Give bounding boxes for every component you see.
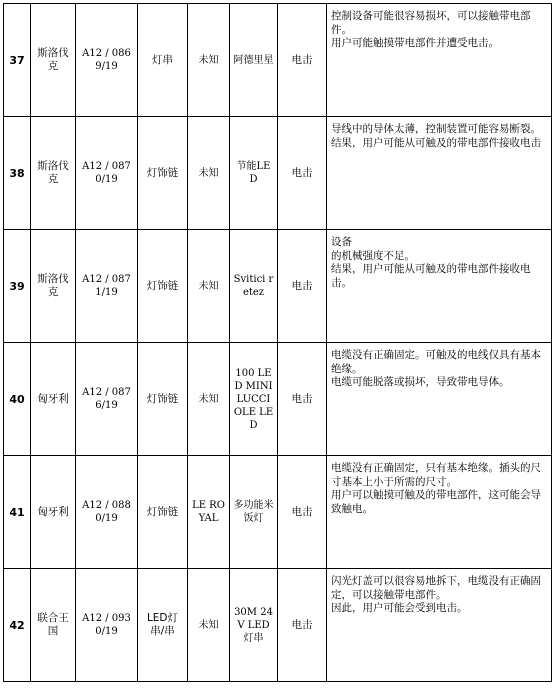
risk-description-cell (327, 343, 552, 456)
risk-type-cell: 电击 (278, 117, 327, 230)
brand-cell: 未知 (188, 569, 230, 682)
brand-cell: 未知 (188, 4, 230, 117)
product-cell: 多功能米饭灯 (230, 456, 278, 569)
row-number: 37 (4, 4, 31, 117)
product-cell: 阿德里星 (230, 4, 278, 117)
table-row (4, 230, 552, 343)
country-cell: 联合王国 (31, 569, 76, 682)
brand-cell: LE ROYAL (188, 456, 230, 569)
reference-cell: A12 / 0870/19 (76, 117, 138, 230)
reference-cell: A12 / 0869/19 (76, 4, 138, 117)
risk-type-cell: 电击 (278, 4, 327, 117)
description-line: 电缆可能脱落或损坏，导致带电导体。 (331, 376, 510, 388)
category-cell: 灯饰链 (138, 343, 188, 456)
country-cell: 匈牙利 (31, 343, 76, 456)
description-line: 用户可以触摸可触及的带电部件，这可能会导致触电。 (331, 489, 541, 515)
product-cell: 100 LED MINILUCCIOLE LED (230, 343, 278, 456)
description-line: 设备 (331, 236, 352, 248)
reference-cell: A12 / 0876/19 (76, 343, 138, 456)
description-line: 闪光灯盖可以很容易地拆下，电缆没有正确固定，可以接触带电部件。 (331, 575, 541, 601)
reference-cell: A12 / 0930/19 (76, 569, 138, 682)
risk-type-cell: 电击 (278, 569, 327, 682)
row-number: 42 (4, 569, 31, 682)
description-line: 控制设备可能很容易损坏，可以接触带电部件。 (331, 10, 531, 36)
notification-table (3, 3, 552, 682)
category-cell: LED灯串/串 (138, 569, 188, 682)
category-cell: 灯饰链 (138, 117, 188, 230)
product-cell: 节能LED (230, 117, 278, 230)
brand-cell: 未知 (188, 343, 230, 456)
table-row (4, 343, 552, 456)
row-number: 39 (4, 230, 31, 343)
risk-type-cell: 电击 (278, 456, 327, 569)
category-cell: 灯串 (138, 4, 188, 117)
country-cell: 匈牙利 (31, 456, 76, 569)
description-line: 导线中的导体太薄，控制装置可能容易断裂。结果，用户可能从可触及的带电部件接收电击 (331, 123, 541, 149)
category-cell: 灯饰链 (138, 230, 188, 343)
risk-type-cell: 电击 (278, 230, 327, 343)
description-line: 结果，用户可能从可触及的带电部件接收电击。 (331, 263, 531, 289)
row-number: 38 (4, 117, 31, 230)
country-cell: 斯洛伐克 (31, 230, 76, 343)
description-line: 用户可能触摸带电部件并遭受电击。 (331, 37, 499, 49)
risk-description-cell (327, 569, 552, 682)
category-cell: 灯饰链 (138, 456, 188, 569)
table-row (4, 569, 552, 682)
description-line: 电缆没有正确固定。可触及的电线仅具有基本绝缘。 (331, 349, 541, 375)
brand-cell: 未知 (188, 117, 230, 230)
table-row (4, 456, 552, 569)
reference-cell: A12 / 0880/19 (76, 456, 138, 569)
row-number: 40 (4, 343, 31, 456)
description-line: 的机械强度不足。 (331, 249, 415, 262)
risk-description-cell (327, 117, 552, 230)
product-cell: 30M 24V LED灯串 (230, 569, 278, 682)
risk-type-cell: 电击 (278, 343, 327, 456)
product-cell: Svitici retez (230, 230, 278, 343)
row-number: 41 (4, 456, 31, 569)
table-row (4, 4, 552, 117)
brand-cell: 未知 (188, 230, 230, 343)
description-line: 因此，用户可能会受到电击。 (331, 602, 468, 614)
risk-description-cell (327, 230, 552, 343)
risk-description-cell (327, 456, 552, 569)
country-cell: 斯洛伐克 (31, 4, 76, 117)
risk-description-cell (327, 4, 552, 117)
country-cell: 斯洛伐克 (31, 117, 76, 230)
table-row (4, 117, 552, 230)
description-line: 电缆没有正确固定，只有基本绝缘。插头的尺寸基本上小于所需的尺寸。 (331, 462, 541, 488)
reference-cell: A12 / 0871/19 (76, 230, 138, 343)
